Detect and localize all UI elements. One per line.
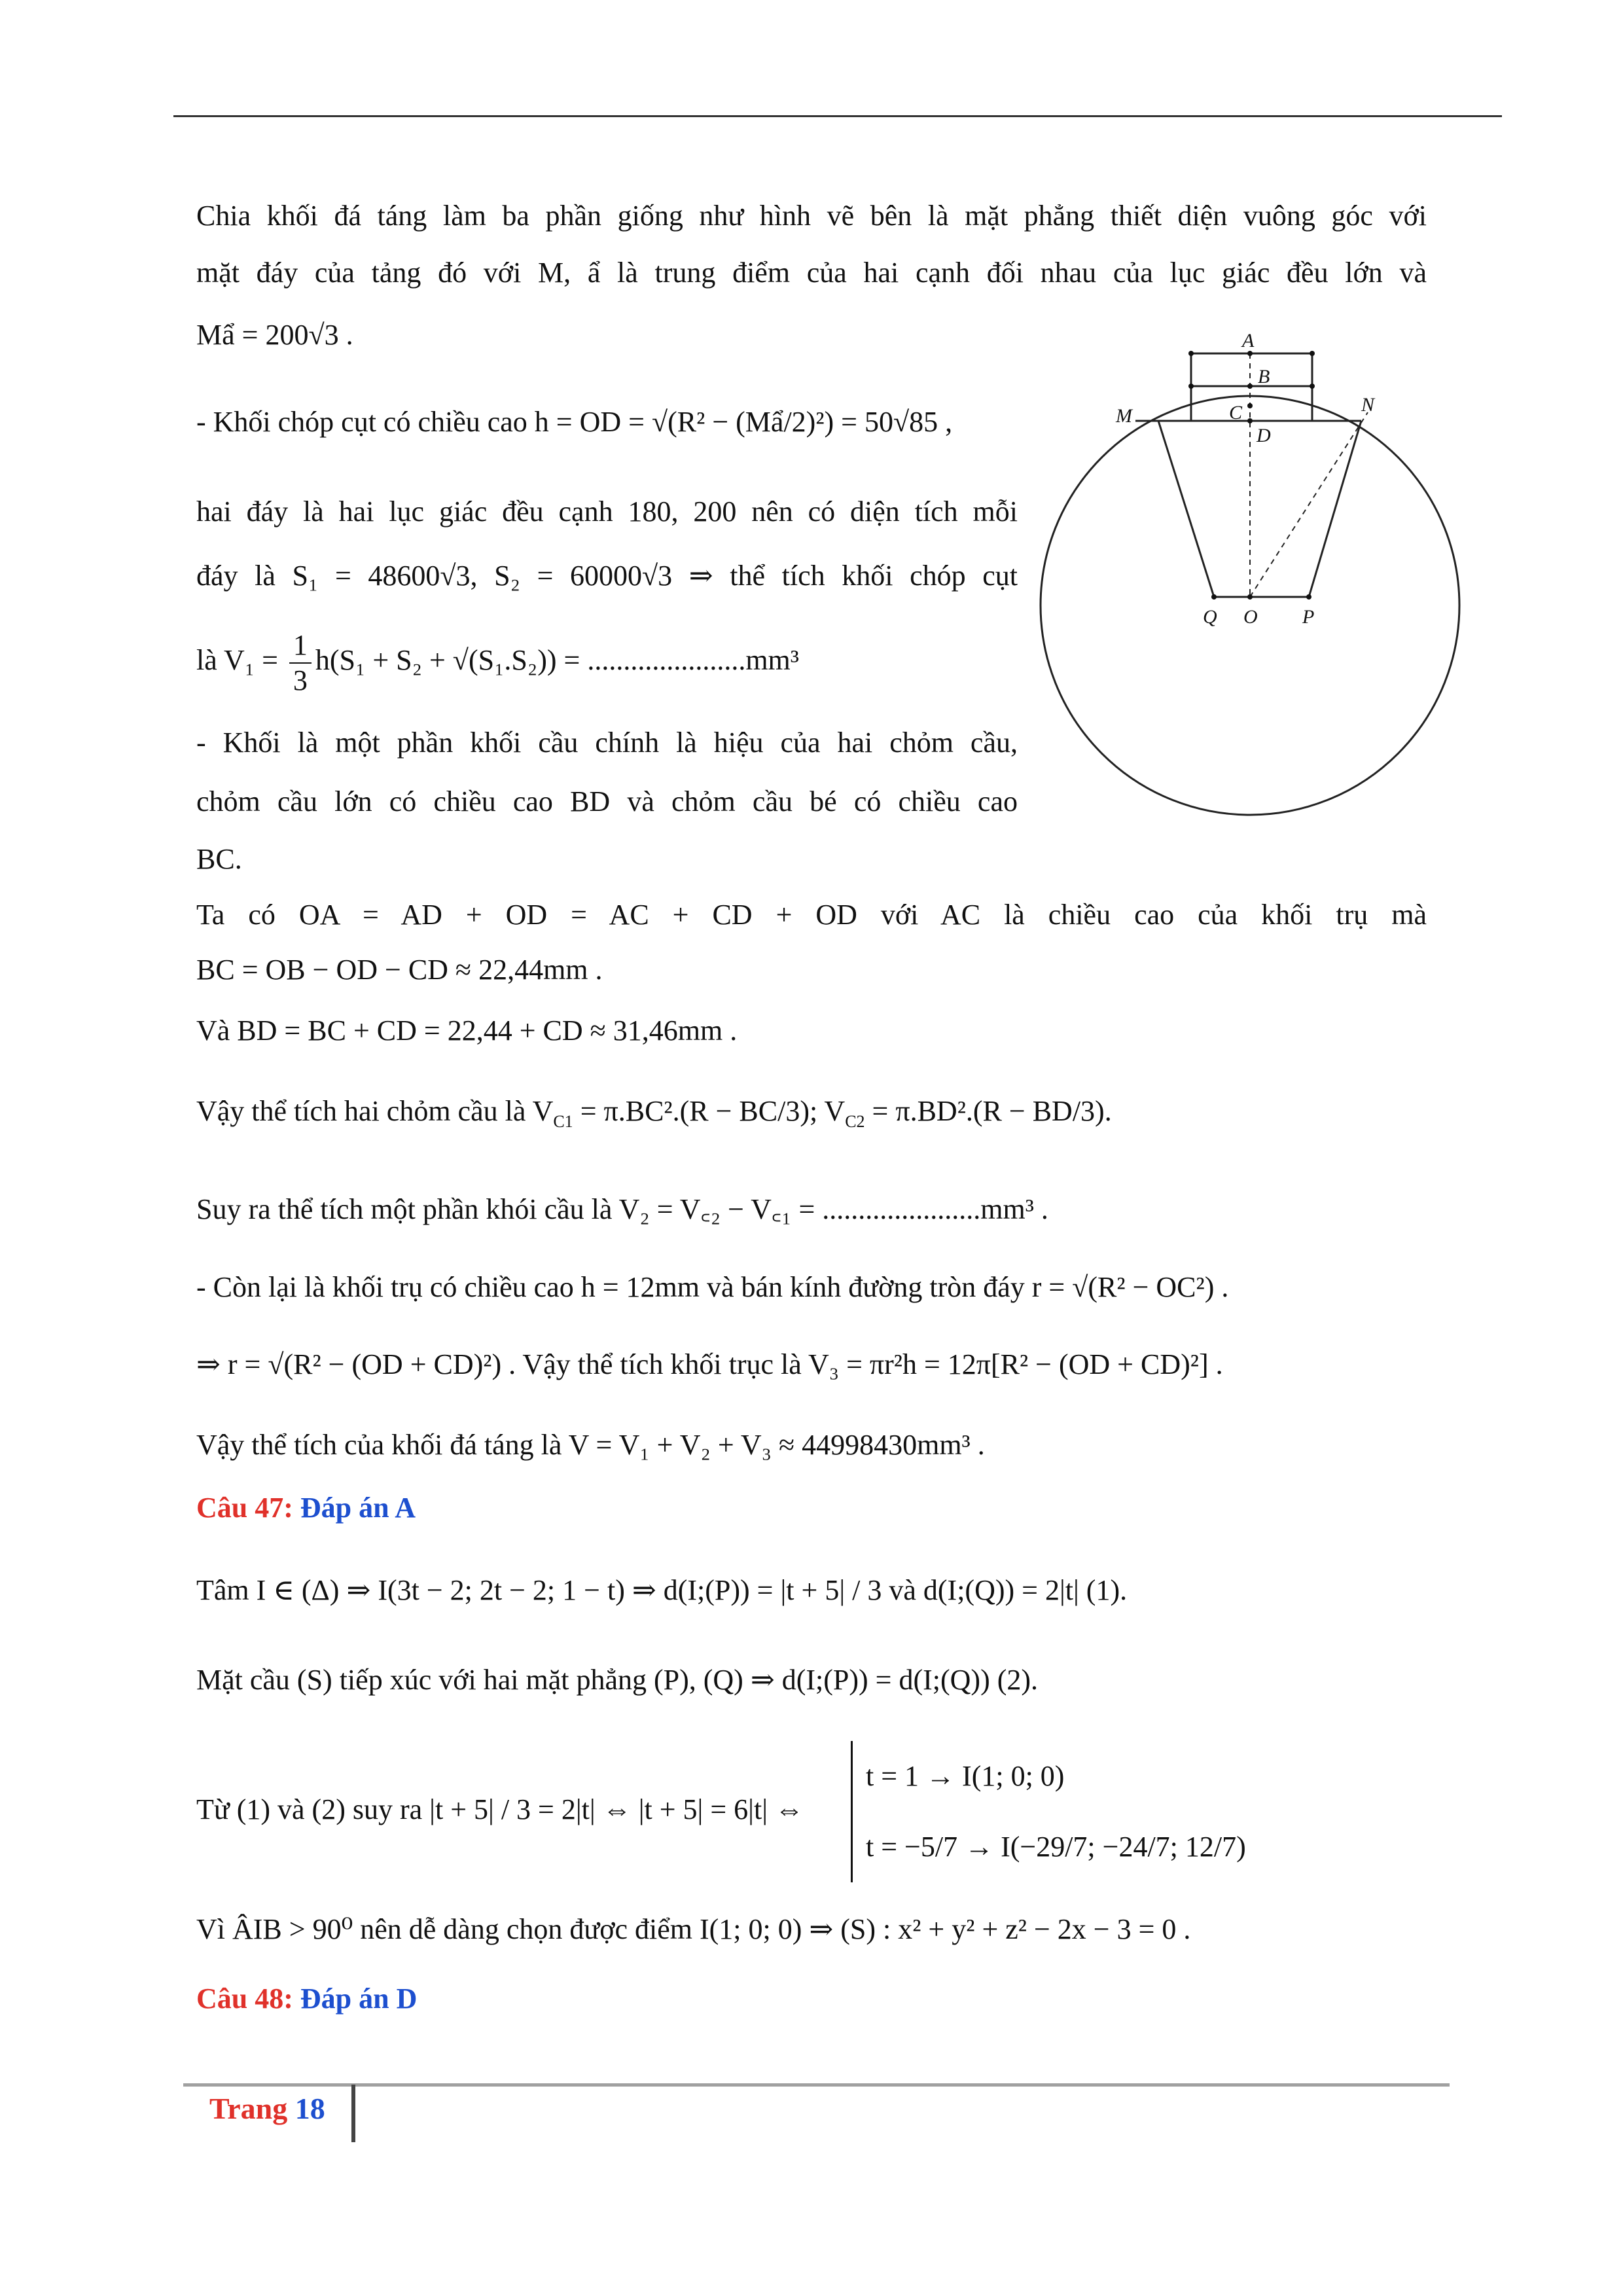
question-47-label: Câu 47: <box>196 1492 293 1524</box>
paragraph-bases-line2: đáy là S₁ = 48600√3, S₂ = 60000√3 ⇒ thể tích khối chóp cụt <box>196 560 1018 592</box>
formula-v1 <box>196 628 799 698</box>
question-47-heading <box>196 1491 416 1524</box>
q47-line2: Mặt cầu (S) tiếp xúc với hai mặt phẳng (P), (Q) ⇒ d(I;(P)) = d(I;(Q)) (2). <box>196 1664 1039 1696</box>
sphere-circle <box>1041 396 1459 815</box>
q47-case-2: t = −5/7 → I(−29/7; −24/7; 12/7) <box>866 1831 1246 1863</box>
q47-line4: Vì ÂIB > 90⁰ nên dễ dàng chọn được điểm I(1; 0; 0) ⇒ (S) : x² + y² + z² − 2x − 3 = 0 . <box>196 1913 1191 1945</box>
paragraph-sphere-line1: - Khối là một phần khối cầu chính là hiệu của hai chỏm cầu, <box>196 726 1018 759</box>
formula-total-volume: Vậy thể tích của khối đá táng là V = V₁ + V₂ + V₃ ≈ 44998430mm³ . <box>196 1429 985 1461</box>
paragraph-intro-line1: Chia khối đá táng làm ba phần giống như hình vẽ bên là mặt phẳng thiết diện vuông góc với <box>196 200 1427 232</box>
paragraph-bases-line1: hai đáy là hai lục giác đều cạnh 180, 200 nên có diện tích mỗi <box>196 495 1018 528</box>
paragraph-sphere-line2: chỏm cầu lớn có chiều cao BD và chỏm cầu bé có chiều cao <box>196 785 1018 817</box>
q47-line3 <box>196 1790 804 1829</box>
label-q: Q <box>1203 606 1217 628</box>
formula-caps-vc2: = π.BD².(R − BD/3). <box>872 1095 1112 1127</box>
paragraph-oa: Ta có OA = AD + OD = AC + CD + OD với AC là chiều cao của khối trụ mà <box>196 899 1427 931</box>
formula-caps-volume <box>196 1092 1112 1141</box>
label-c: C <box>1229 402 1243 423</box>
question-47-answer: Đáp án A <box>300 1492 416 1524</box>
formula-height-label: - Khối chóp cụt có chiều cao h = OD = <box>196 406 652 438</box>
formula-v2: Suy ra thể tích một phần khói cầu là V₂ = V꜀₂ − V꜀₁ = ......................mm³ . <box>196 1193 1048 1225</box>
geometry-figure <box>1034 321 1505 818</box>
formula-r-and-v3: ⇒ r = √(R² − (OD + CD)²) . Vậy thể tích khối trục là V₃ = πr²h = 12π[R² − (OD + CD)²] . <box>196 1348 1223 1380</box>
question-48-answer: Đáp án D <box>300 1982 418 2015</box>
footer-divider <box>351 2085 355 2142</box>
formula-bc: BC = OB − OD − CD ≈ 22,44mm . <box>196 954 603 986</box>
fraction-denominator: 3 <box>293 664 308 696</box>
q47-cases <box>851 1741 1246 1882</box>
formula-caps-vc1: = π.BC².(R − BC/3); V <box>580 1095 846 1127</box>
label-m: M <box>1116 405 1132 427</box>
formula-height <box>196 403 952 442</box>
formula-v1-label: là V₁ = <box>196 644 285 677</box>
fraction-numerator: 1 <box>289 628 312 664</box>
fraction-one-third <box>289 628 312 698</box>
subscript-c2: C2 <box>845 1111 865 1131</box>
header-rule <box>173 115 1502 117</box>
paragraph-sphere-line3: BC. <box>196 843 242 875</box>
page-word: Trang <box>209 2092 288 2125</box>
q47-line3-text: Từ (1) và (2) suy ra |t + 5| / 3 = 2|t| ⇔ |t + 5| = 6|t| ⇔ <box>196 1793 804 1825</box>
paragraph-cylinder: - Còn lại là khối trụ có chiều cao h = 12mm và bán kính đường tròn đáy r = √(R² − OC²) . <box>196 1271 1229 1303</box>
cylinder-bottom-rect <box>1191 386 1312 421</box>
page-number <box>209 2091 325 2126</box>
q47-case-1: t = 1 → I(1; 0; 0) <box>866 1760 1065 1792</box>
label-n: N <box>1361 394 1375 416</box>
question-48-label: Câu 48: <box>196 1982 293 2015</box>
question-48-heading <box>196 1982 417 2015</box>
label-d: D <box>1257 425 1271 446</box>
segment-n-p <box>1309 421 1361 597</box>
formula-caps-label: Vậy thể tích hai chỏm cầu là V <box>196 1095 554 1127</box>
cylinder-top-rect <box>1191 353 1312 386</box>
footer-rule <box>183 2083 1450 2087</box>
label-p: P <box>1302 606 1315 628</box>
q47-line1: Tâm I ∈ (Δ) ⇒ I(3t − 2; 2t − 2; 1 − t) ⇒ d(I;(P)) = |t + 5| / 3 và d(I;(Q)) = 2|t| (1). <box>196 1574 1128 1606</box>
formula-ma: Mẩ = 200√3 . <box>196 319 353 351</box>
formula-height-expr: √(R² − (Mẩ/2)²) = 50√85 , <box>652 406 953 438</box>
label-a: A <box>1242 330 1255 351</box>
paragraph-intro-line2: mặt đáy của tảng đó với M, ẩ là trung điểm của hai cạnh đối nhau của lục giác đều lớn và <box>196 257 1427 289</box>
segment-m-q <box>1158 421 1214 597</box>
label-o: O <box>1243 606 1258 628</box>
label-b: B <box>1258 366 1270 387</box>
subscript-c1: C1 <box>553 1111 573 1131</box>
page-num: 18 <box>294 2092 325 2125</box>
formula-bd: Và BD = BC + CD = 22,44 + CD ≈ 31,46mm . <box>196 1014 738 1047</box>
formula-v1-expr: h(S₁ + S₂ + √(S₁.S₂)) = ......................mm³ <box>315 644 799 677</box>
